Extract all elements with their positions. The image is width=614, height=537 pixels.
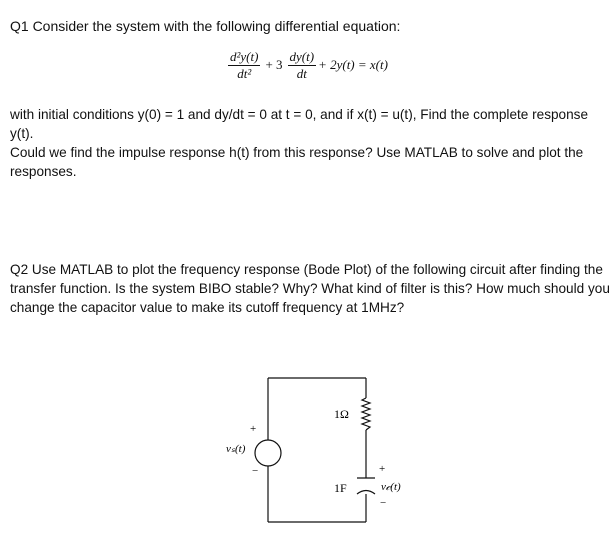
q1-line-3: responses. [10,164,77,179]
eq-term1-denominator: dt² [237,65,252,81]
output-minus-sign: − [380,497,387,509]
q1-heading: Q1 Consider the system with the following differential equation: [10,18,401,34]
source-plus-sign: + [250,423,257,435]
output-plus-sign: + [379,463,386,475]
source-minus-sign: − [252,465,259,477]
q2-line-2: transfer function. Is the system BIBO stable? Why? What kind of filter is this? How much should you [10,281,610,296]
eq-plus-three: + 3 [265,57,283,72]
resistor-symbol [362,398,370,430]
q2-line-1: Q2 Use MATLAB to plot the frequency response (Bode Plot) of the following circuit after finding the [10,262,603,277]
eq-remainder: + 2y(t) = x(t) [318,57,388,72]
resistor-label: 1Ω [334,407,349,421]
output-label: v𝒸(t) [381,481,401,493]
q1-line-1: with initial conditions y(0) = 1 and dy/dt = 0 at t = 0, and if x(t) = u(t), Find the complete response y(t). [10,107,589,141]
capacitor-symbol [357,478,375,494]
eq-term1-numerator: d²y(t) [230,48,259,64]
capacitor-label: 1F [334,481,347,495]
source-label: vₛ(t) [226,443,246,455]
q1-line-2: Could we find the impulse response h(t) from this response? Use MATLAB to solve and plot the [10,145,584,160]
q2-line-3: change the capacitor value to make its cutoff frequency at 1MHz? [10,300,405,315]
eq-term2-numerator: dy(t) [289,48,315,64]
eq-term2-denominator: dt [296,65,307,81]
voltage-source-symbol [255,440,281,466]
